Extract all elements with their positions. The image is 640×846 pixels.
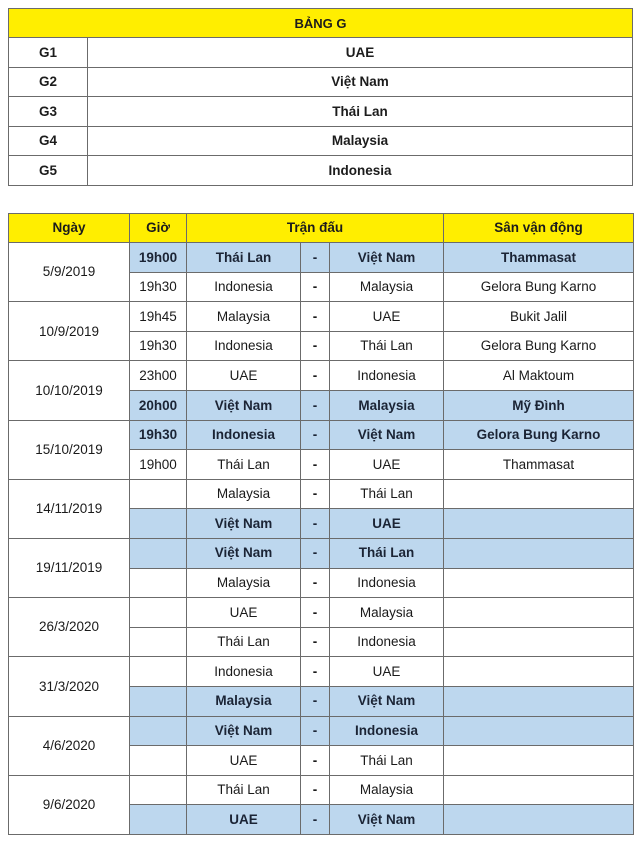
home-team: Indonesia (187, 420, 301, 450)
away-team: Indonesia (330, 568, 444, 598)
away-team: UAE (330, 450, 444, 480)
stadium (444, 657, 634, 687)
match-time: 19h00 (130, 243, 187, 273)
home-team: Việt Nam (187, 538, 301, 568)
group-team-row (9, 38, 633, 68)
away-team: Indonesia (330, 716, 444, 746)
match-row (9, 775, 634, 805)
home-team: Việt Nam (187, 509, 301, 539)
group-team-row (9, 126, 633, 156)
stadium (444, 627, 634, 657)
match-row (9, 243, 634, 273)
home-team: Việt Nam (187, 716, 301, 746)
match-time (130, 509, 187, 539)
home-team: Indonesia (187, 657, 301, 687)
home-team: UAE (187, 361, 301, 391)
match-row (9, 538, 634, 568)
home-team: Thái Lan (187, 450, 301, 480)
versus-separator: - (301, 568, 330, 598)
versus-separator: - (301, 361, 330, 391)
match-time (130, 479, 187, 509)
header-date: Ngày (9, 214, 130, 243)
home-team: Indonesia (187, 272, 301, 302)
match-time: 19h30 (130, 272, 187, 302)
match-row (9, 479, 634, 509)
stadium: Mỹ Đình (444, 390, 634, 420)
away-team: Thái Lan (330, 479, 444, 509)
away-team: Thái Lan (330, 538, 444, 568)
stadium: Gelora Bung Karno (444, 331, 634, 361)
away-team: Malaysia (330, 775, 444, 805)
team-name: Việt Nam (88, 67, 633, 97)
versus-separator: - (301, 420, 330, 450)
match-time: 20h00 (130, 390, 187, 420)
stadium (444, 598, 634, 628)
versus-separator: - (301, 331, 330, 361)
match-row (9, 361, 634, 391)
match-schedule-table (8, 213, 634, 835)
match-date: 10/10/2019 (9, 361, 130, 420)
versus-separator: - (301, 775, 330, 805)
match-date: 4/6/2020 (9, 716, 130, 775)
home-team: Thái Lan (187, 627, 301, 657)
stadium: Thammasat (444, 450, 634, 480)
match-date: 14/11/2019 (9, 479, 130, 538)
team-code: G5 (9, 156, 88, 186)
home-team: Thái Lan (187, 243, 301, 273)
stadium: Bukit Jalil (444, 302, 634, 332)
home-team: Thái Lan (187, 775, 301, 805)
away-team: Thái Lan (330, 746, 444, 776)
stadium (444, 716, 634, 746)
away-team: Thái Lan (330, 331, 444, 361)
group-title: BẢNG G (9, 9, 633, 38)
stadium (444, 568, 634, 598)
match-time (130, 568, 187, 598)
header-match: Trận đấu (187, 214, 444, 243)
away-team: Việt Nam (330, 243, 444, 273)
stadium (444, 775, 634, 805)
stadium (444, 509, 634, 539)
stadium: Thammasat (444, 243, 634, 273)
stadium: Gelora Bung Karno (444, 272, 634, 302)
away-team: Indonesia (330, 627, 444, 657)
header-time: Giờ (130, 214, 187, 243)
match-time: 19h45 (130, 302, 187, 332)
home-team: UAE (187, 598, 301, 628)
group-team-row (9, 67, 633, 97)
versus-separator: - (301, 450, 330, 480)
match-date: 19/11/2019 (9, 538, 130, 597)
versus-separator: - (301, 302, 330, 332)
home-team: UAE (187, 746, 301, 776)
match-time (130, 627, 187, 657)
schedule-header-row (9, 214, 634, 243)
stadium: Al Maktoum (444, 361, 634, 391)
home-team: Malaysia (187, 302, 301, 332)
team-code: G3 (9, 97, 88, 127)
away-team: Việt Nam (330, 420, 444, 450)
group-team-row (9, 156, 633, 186)
versus-separator: - (301, 598, 330, 628)
home-team: UAE (187, 805, 301, 835)
stadium (444, 538, 634, 568)
match-time: 19h30 (130, 331, 187, 361)
team-code: G1 (9, 38, 88, 68)
home-team: Malaysia (187, 568, 301, 598)
versus-separator: - (301, 479, 330, 509)
match-date: 10/9/2019 (9, 302, 130, 361)
match-date: 15/10/2019 (9, 420, 130, 479)
match-time: 19h00 (130, 450, 187, 480)
home-team: Malaysia (187, 479, 301, 509)
stadium: Gelora Bung Karno (444, 420, 634, 450)
match-time (130, 775, 187, 805)
away-team: UAE (330, 509, 444, 539)
home-team: Malaysia (187, 686, 301, 716)
stadium (444, 479, 634, 509)
versus-separator: - (301, 716, 330, 746)
versus-separator: - (301, 657, 330, 687)
match-time (130, 716, 187, 746)
away-team: Việt Nam (330, 686, 444, 716)
versus-separator: - (301, 746, 330, 776)
group-g-table (8, 8, 633, 186)
match-row (9, 716, 634, 746)
match-row (9, 598, 634, 628)
match-date: 26/3/2020 (9, 598, 130, 657)
team-name: Thái Lan (88, 97, 633, 127)
versus-separator: - (301, 272, 330, 302)
team-code: G2 (9, 67, 88, 97)
versus-separator: - (301, 509, 330, 539)
match-time: 19h30 (130, 420, 187, 450)
match-date: 5/9/2019 (9, 243, 130, 302)
team-name: Indonesia (88, 156, 633, 186)
versus-separator: - (301, 243, 330, 273)
versus-separator: - (301, 390, 330, 420)
team-name: Malaysia (88, 126, 633, 156)
away-team: UAE (330, 302, 444, 332)
away-team: Việt Nam (330, 805, 444, 835)
stadium (444, 746, 634, 776)
versus-separator: - (301, 686, 330, 716)
team-name: UAE (88, 38, 633, 68)
away-team: UAE (330, 657, 444, 687)
group-team-row (9, 97, 633, 127)
match-date: 9/6/2020 (9, 775, 130, 834)
away-team: Malaysia (330, 272, 444, 302)
home-team: Indonesia (187, 331, 301, 361)
versus-separator: - (301, 627, 330, 657)
stadium (444, 686, 634, 716)
match-time (130, 805, 187, 835)
schedule-body (9, 243, 634, 835)
group-table-header-row (9, 9, 633, 38)
team-code: G4 (9, 126, 88, 156)
header-stadium: Sân vận động (444, 214, 634, 243)
match-time: 23h00 (130, 361, 187, 391)
match-row (9, 420, 634, 450)
versus-separator: - (301, 805, 330, 835)
match-time (130, 657, 187, 687)
away-team: Malaysia (330, 598, 444, 628)
match-row (9, 302, 634, 332)
match-time (130, 746, 187, 776)
away-team: Indonesia (330, 361, 444, 391)
match-time (130, 538, 187, 568)
away-team: Malaysia (330, 390, 444, 420)
versus-separator: - (301, 538, 330, 568)
match-time (130, 598, 187, 628)
match-row (9, 657, 634, 687)
match-time (130, 686, 187, 716)
match-date: 31/3/2020 (9, 657, 130, 716)
home-team: Việt Nam (187, 390, 301, 420)
stadium (444, 805, 634, 835)
